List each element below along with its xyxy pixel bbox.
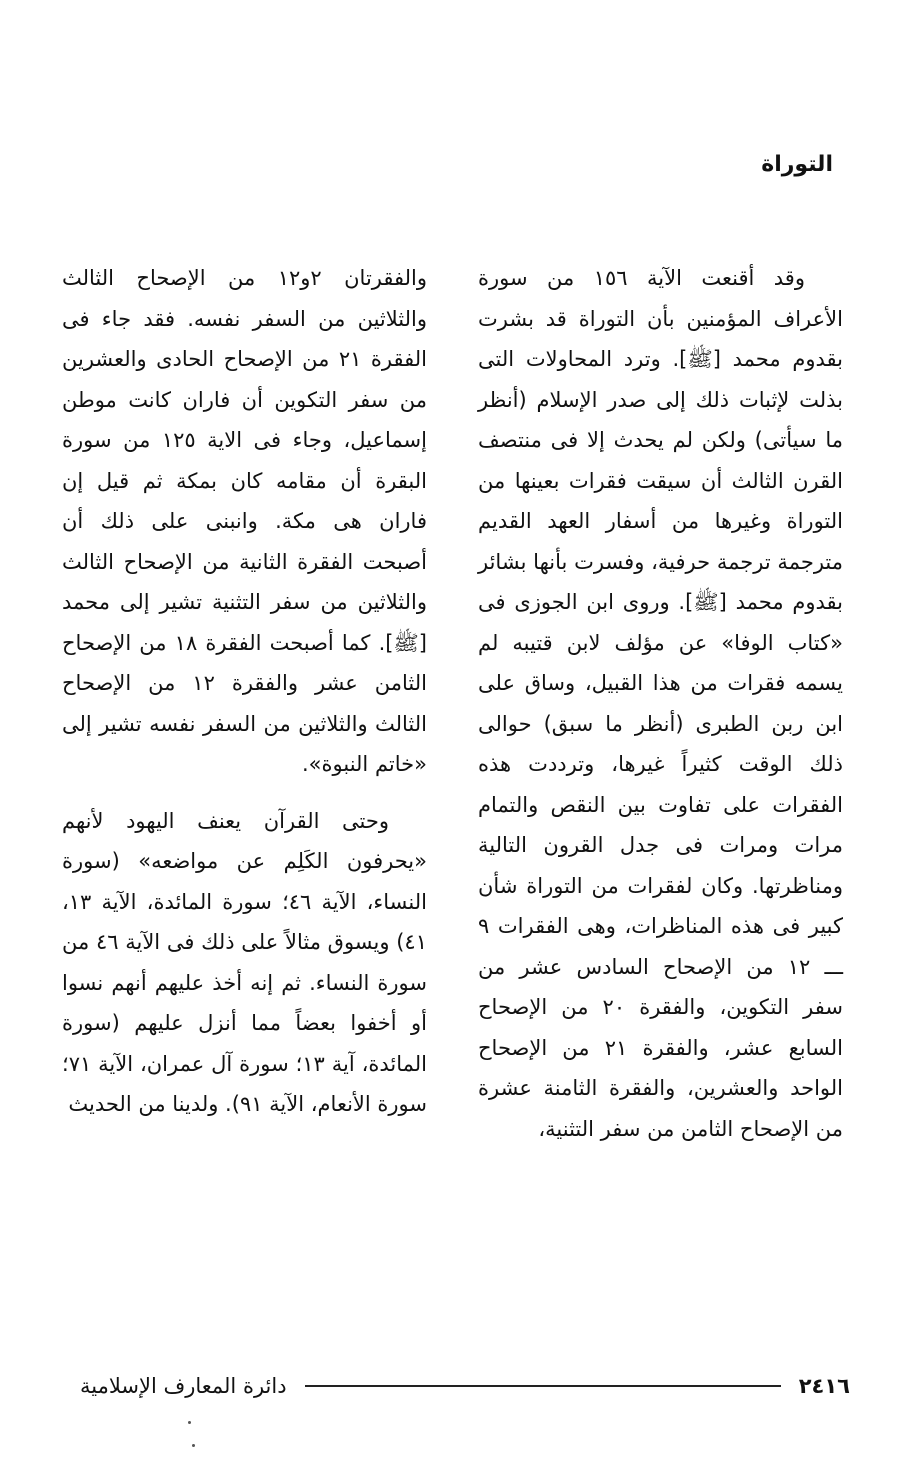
paragraph: والفقرتان ٢و١٢ من الإصحاح الثالث والثلاثين من السفر نفسه. فقد جاء فى الفقرة ٢١ من الإصحاح الحادى والعشرين من سفر التكوين أن فاران كانت موطن إسماعيل، وجاء فى الاية ١٢٥ من سورة البقرة أن مقامه كان بمكة ثم قيل إن فاران هى مكة. وانبنى على ذلك أن أصبحت الفقرة الثانية من الإصحاح الثالث والثلاثين من سفر التثنية تشير إلى محمد [ﷺ]. كما أصبحت الفقرة ١٨ من الإصحاح الثامن عشر والفقرة ١٢ من الإصحاح الثالث والثلاثين من السفر نفسه تشير إلى «خاتم النبوة». bbox=[62, 266, 427, 776]
footer-rule bbox=[305, 1385, 781, 1387]
text-column-right bbox=[478, 258, 843, 1149]
running-header-title: التوراة bbox=[761, 152, 833, 177]
paragraph: وقد أقنعت الآية ١٥٦ من سورة الأعراف المؤمنين بأن التوراة قد بشرت بقدوم محمد [ﷺ]. وترد المحاولات التى بذلت لإثبات ذلك إلى صدر الإسلام (أنظر ما سيأتى) ولكن لم يحدث إلا فى منتصف القرن الثالث أن سيقت فقرات بعينها من التوراة وغيرها من أسفار العهد القديم مترجمة ترجمة حرفية، وفسرت بأنها بشائر بقدوم محمد [ﷺ]. وروى ابن الجوزى فى «كتاب الوفا» عن مؤلف لابن قتيبه لم يسمه فقرات من هذا القبيل، وساق على ابن ربن الطبرى (أنظر ما سبق) حوالى ذلك الوقت كثيراً غيرها، وترددت هذه الفقرات على تفاوت بين النقص والتمام مرات ومرات فى جدل القرون التالية ومناظرتها. وكان لفقرات من التوراة شأن كبير فى هذه المناظرات، وهى الفقرات ٩ ـــ ١٢ من الإصحاح السادس عشر من سفر التكوين، والفقرة ٢٠ من الإصحاح السابع عشر، والفقرة ٢١ من الإصحاح الواحد والعشرين، والفقرة الثامنة عشرة من الإصحاح الثامن من سفر التثنية، bbox=[478, 266, 843, 1141]
text-column-left bbox=[62, 258, 427, 1125]
page-number: ٢٤١٦ bbox=[798, 1374, 850, 1398]
publication-title: دائرة المعارف الإسلامية bbox=[80, 1374, 287, 1398]
paragraph: وحتى القرآن يعنف اليهود لأنهم «يحرفون الكَلِم عن مواضعه» (سورة النساء، الآية ٤٦؛ سورة المائدة، الآية ١٣، ٤١) ويسوق مثالاً على ذلك فى الآية ٤٦ من سورة النساء. ثم إنه أخذ عليهم أنهم نسوا أو أخفوا بعضاً مما أنزل عليهم (سورة المائدة، آية ١٣؛ سورة آل عمران، الآية ٧١؛ سورة الأنعام، الآية ٩١). ولدينا من الحديث bbox=[62, 808, 427, 1116]
scan-speck bbox=[188, 1421, 191, 1424]
scan-speck bbox=[192, 1444, 195, 1447]
page-footer bbox=[80, 1370, 850, 1402]
